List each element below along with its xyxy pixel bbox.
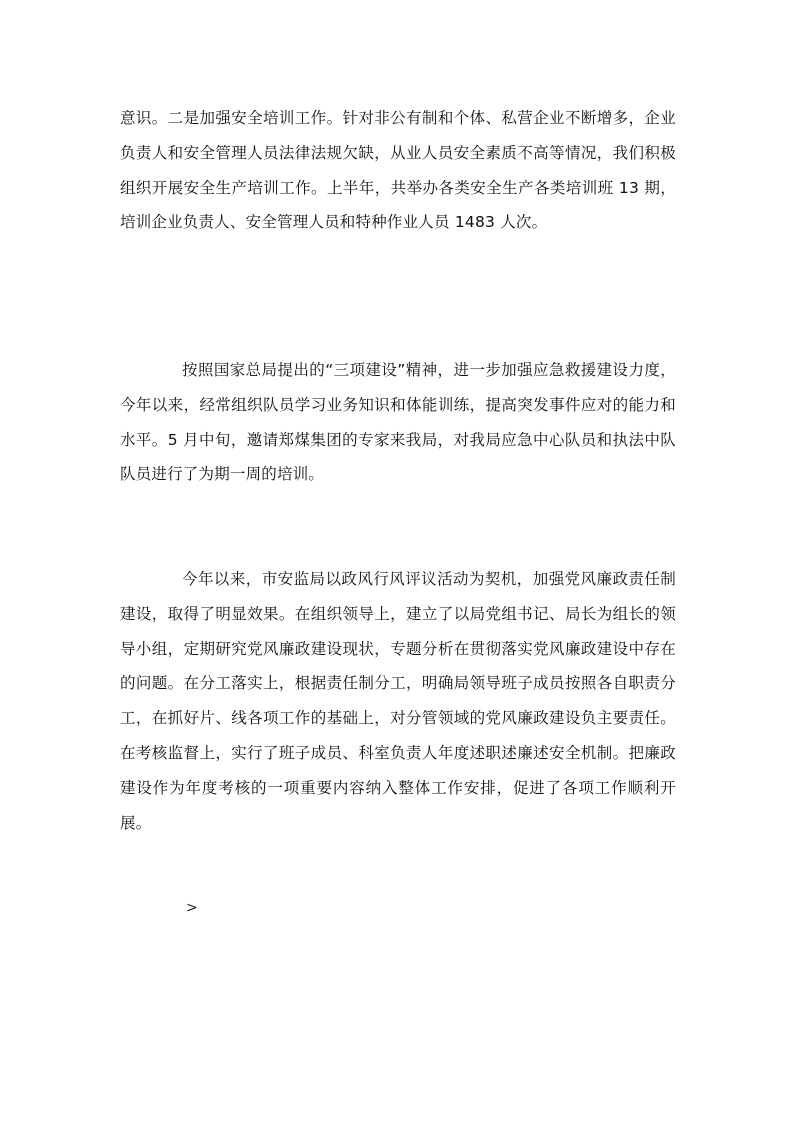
paragraph-emergency-rescue: 按照国家总局提出的“三项建设”精神，进一步加强应急救援建设力度，今年以来，经常组织队员学习业务知识和体能训练，提高突发事件应对的能力和水平。5 月中旬，邀请郑煤集团的专家来我局，对我局应急中心队员和执法中队队员进行了为期一周的培训。 (120, 361, 676, 484)
paragraph-party-conduct: 今年以来，市安监局以政风行风评议活动为契机，加强党风廉政责任制建设，取得了明显效果。在组织领导上，建立了以局党组书记、局长为组长的领导小组，定期研究党风廉政建设现状，专题分析在贯彻落实党风廉政建设中存在的问题。在分工落实上，根据责任制分工，明确局领导班子成员按照各自职责分工，在抓好片、线各项工作的基础上，对分管领域的党风廉政建设负主要责任。在考核监督上，实行了班子成员、科室负责人年度述职述廉述安全机制。把廉政建设作为年度考核的一项重要内容纳入整体工作安排，促进了各项工作顺利开展。 (120, 570, 676, 832)
end-marker: > (186, 900, 198, 916)
paragraph-safety-training: 意识。二是加强安全培训工作。针对非公有制和个体、私营企业不断增多，企业负责人和安全管理人员法律法规欠缺，从业人员安全素质不高等情况，我们积极组织开展安全生产培训工作。上半年，共举办各类安全生产各类培训班 13 期，培训企业负责人、安全管理人员和特种作业人员 1483 人次。 (120, 109, 676, 232)
